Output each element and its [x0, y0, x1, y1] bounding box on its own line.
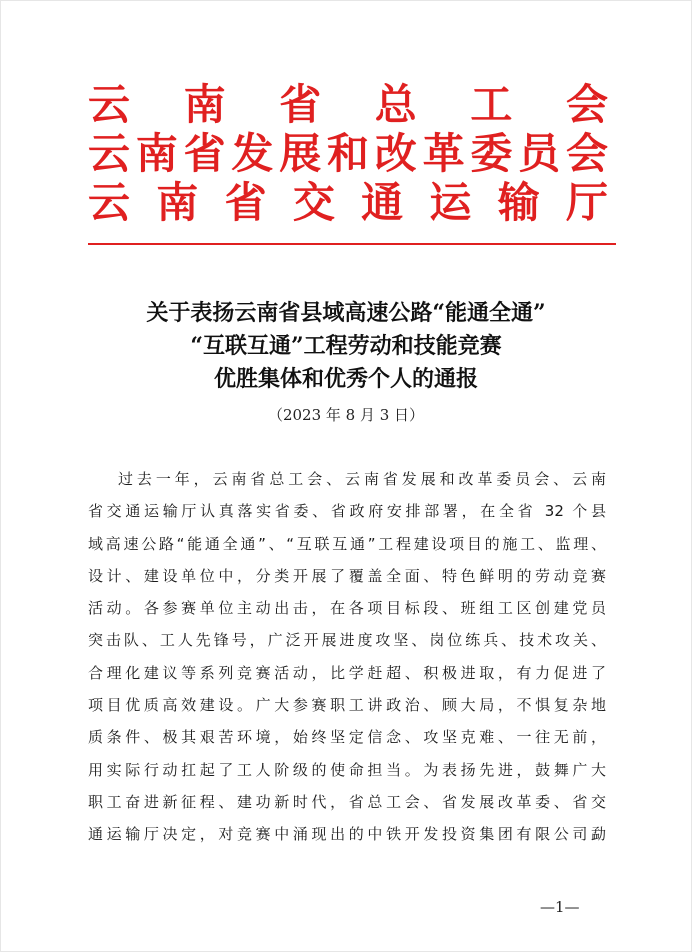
body-line: 合理化建议等系列竞赛活动，比学赶超、积极进取，有力促进了: [88, 663, 606, 682]
issuer-development-and-reform-commission: 云南省发展和改革委员会: [88, 129, 608, 178]
body-line: 过去一年，云南省总工会、云南省发展和改革委员会、云南: [118, 470, 606, 488]
issuing-authorities: [88, 80, 608, 227]
body-line: 突击队、工人先锋号，广泛开展进度攻坚、岗位练兵、技术攻关、: [88, 631, 606, 650]
body-line: 职工奋进新征程、建功新时代，省总工会、省发展改革委、省交: [88, 792, 606, 811]
title-line: 优胜集体和优秀个人的通报: [213, 366, 478, 392]
body-line: 域高速公路“能通全通”、“互联互通”工程建设项目的施工、监理、: [88, 534, 606, 553]
body-line: 设计、建设单位中，分类开展了覆盖全面、特色鲜明的劳动竞赛: [88, 566, 606, 585]
body-paragraph: [88, 463, 606, 851]
page-number: —1—: [540, 898, 580, 916]
body-line: 项目优质高效建设。广大参赛职工讲政治、顾大局，不惧复杂地: [88, 696, 606, 715]
issuer-provincial-federation-of-trade-unions: 云南省总工会: [88, 80, 608, 129]
document-date: （2023 年 8 月 3 日）: [267, 406, 425, 424]
body-line: 质条件、极其艰苦环境，始终坚定信念、攻坚克难、一往无前，: [88, 728, 606, 747]
red-header-divider: [88, 243, 616, 245]
document-title: [80, 297, 612, 396]
body-line: 用实际行动扛起了工人阶级的使命担当。为表扬先进，鼓舞广大: [88, 760, 606, 779]
title-line: 关于表扬云南省县域高速公路“能通全通”: [146, 300, 546, 326]
body-line: 通运输厅决定，对竞赛中涌现出的中铁开发投资集团有限公司勐: [88, 825, 606, 844]
title-line: “互联互通”工程劳动和技能竞赛: [190, 333, 502, 359]
body-line: 活动。各参赛单位主动出击，在各项目标段、班组工区创建党员: [88, 599, 606, 618]
issuer-department-of-transport: 云南省交通运输厅: [88, 178, 608, 227]
body-line: 省交通运输厅认真落实省委、省政府安排部署，在全省 32 个县: [88, 502, 606, 521]
